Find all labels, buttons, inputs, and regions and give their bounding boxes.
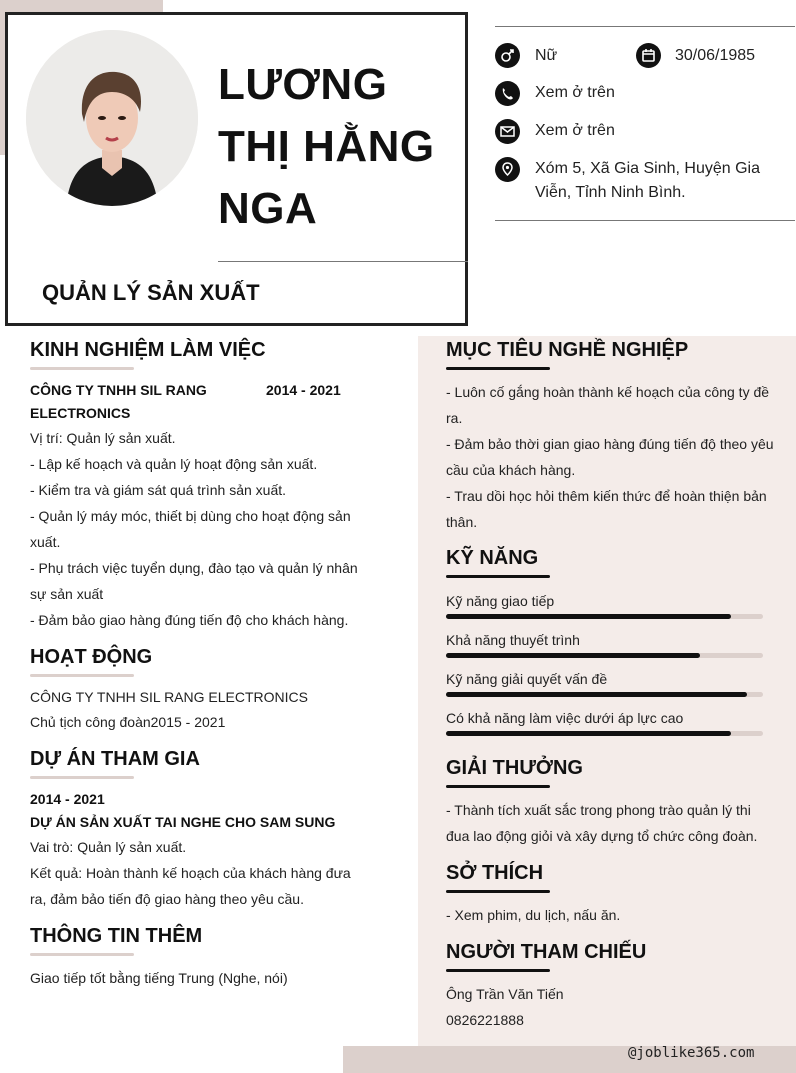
activities-title: HOẠT ĐỘNG <box>30 646 153 668</box>
skill-bar <box>446 614 763 619</box>
skill-label: Khả năng thuyết trình <box>446 632 580 648</box>
experience-line: sự sản xuất <box>30 586 104 602</box>
project-name: DỰ ÁN SẢN XUẤT TAI NGHE CHO SAM SUNG <box>30 814 336 830</box>
skills-underline <box>446 575 550 578</box>
experience-line: - Phụ trách việc tuyển dụng, đào tạo và quản lý nhân <box>30 560 358 576</box>
skill-bar-fill <box>446 653 700 658</box>
activities-role: Chủ tịch công đoàn2015 - 2021 <box>30 714 226 730</box>
objective-title: MỤC TIÊU NGHỀ NGHIỆP <box>446 339 689 361</box>
objective-underline <box>446 367 550 370</box>
project-period: 2014 - 2021 <box>30 791 105 807</box>
hobbies-title: SỞ THÍCH <box>446 862 544 884</box>
skill-bar-fill <box>446 731 731 736</box>
project-role: Vai trò: Quản lý sản xuất. <box>30 839 187 855</box>
experience-line: xuất. <box>30 534 61 550</box>
experience-line: - Quản lý máy móc, thiết bị dùng cho hoạt động sản <box>30 508 351 524</box>
awards-title: GIẢI THƯỞNG <box>446 757 583 779</box>
objective-line: - Luôn cố gắng hoàn thành kế hoạch của công ty đề <box>446 384 770 400</box>
skill-bar-fill <box>446 692 747 697</box>
more-info-text: Giao tiếp tốt bằng tiếng Trung (Nghe, nói) <box>30 970 288 986</box>
email-text: Xem ở trên <box>535 122 615 139</box>
avatar-photo <box>26 30 198 206</box>
skill-bar-fill <box>446 614 731 619</box>
birthday-text: 30/06/1985 <box>675 47 756 64</box>
skill-label: Có khả năng làm việc dưới áp lực cao <box>446 710 684 726</box>
experience-company-line-1: CÔNG TY TNHH SIL RANG <box>30 382 207 398</box>
awards-line-2: đua lao động giỏi và xây dựng tổ chức công đoàn. <box>446 828 758 844</box>
references-underline <box>446 969 550 972</box>
experience-title: KINH NGHIỆM LÀM VIỆC <box>30 339 266 361</box>
objective-line: - Trau dồi học hỏi thêm kiến thức để hoàn thiện bản <box>446 488 767 504</box>
phone-text: Xem ở trên <box>535 84 615 101</box>
address-line-2: Viễn, Tỉnh Ninh Bình. <box>535 184 686 201</box>
skills-title: KỸ NĂNG <box>446 547 539 569</box>
experience-line: - Kiểm tra và giám sát quá trình sản xuất. <box>30 482 287 498</box>
more-info-underline <box>30 953 134 956</box>
objective-line: cầu của khách hàng. <box>446 462 576 478</box>
awards-line-1: - Thành tích xuất sắc trong phong trào quản lý thi <box>446 802 751 818</box>
mail-icon <box>495 119 520 144</box>
activities-org: CÔNG TY TNHH SIL RANG ELECTRONICS <box>30 689 308 705</box>
reference-name: Ông Trần Văn Tiến <box>446 986 564 1002</box>
experience-period: 2014 - 2021 <box>266 382 341 398</box>
experience-underline <box>30 367 134 370</box>
objective-line: thân. <box>446 514 478 530</box>
job-title: QUẢN LÝ SẢN XUẤT <box>42 280 260 305</box>
experience-company-line-2: ELECTRONICS <box>30 405 131 421</box>
skill-label: Kỹ năng giải quyết vấn đề <box>446 671 608 687</box>
hobbies-text: - Xem phim, du lịch, nấu ăn. <box>446 907 621 923</box>
full-name: LƯƠNG THỊ HẰNG NGA <box>218 60 435 233</box>
experience-line: Vị trí: Quản lý sản xuất. <box>30 430 176 446</box>
project-result-line-2: ra, đảm bảo tiến độ giao hàng theo yêu cầu. <box>30 891 304 907</box>
projects-title: DỰ ÁN THAM GIA <box>30 748 200 770</box>
project-result-line-1: Kết quả: Hoàn thành kế hoạch của khách hàng đưa <box>30 865 351 881</box>
projects-underline <box>30 776 134 779</box>
references-title: NGƯỜI THAM CHIẾU <box>446 941 647 963</box>
location-pin-icon <box>495 157 520 182</box>
contact-info <box>495 26 795 221</box>
phone-icon <box>495 81 520 106</box>
more-info-title: THÔNG TIN THÊM <box>30 925 203 947</box>
activities-underline <box>30 674 134 677</box>
skill-bar <box>446 731 763 736</box>
gender-icon <box>495 43 520 68</box>
skill-label: Kỹ năng giao tiếp <box>446 593 555 609</box>
experience-line: - Lập kế hoạch và quản lý hoạt động sản xuất. <box>30 456 318 472</box>
watermark: @joblike365.com <box>628 1045 755 1061</box>
address-line-1: Xóm 5, Xã Gia Sinh, Huyện Gia <box>535 160 760 177</box>
header-divider <box>218 261 468 262</box>
hobbies-underline <box>446 890 550 893</box>
skill-bar <box>446 653 763 658</box>
calendar-icon <box>636 43 661 68</box>
reference-phone: 0826221888 <box>446 1012 524 1028</box>
gender-text: Nữ <box>535 47 558 64</box>
skill-bar <box>446 692 763 697</box>
awards-underline <box>446 785 550 788</box>
objective-line: - Đảm bảo thời gian giao hàng đúng tiến độ theo yêu <box>446 436 774 452</box>
objective-line: ra. <box>446 410 463 426</box>
experience-line: - Đảm bảo giao hàng đúng tiến độ cho khách hàng. <box>30 612 349 628</box>
avatar <box>26 30 198 206</box>
